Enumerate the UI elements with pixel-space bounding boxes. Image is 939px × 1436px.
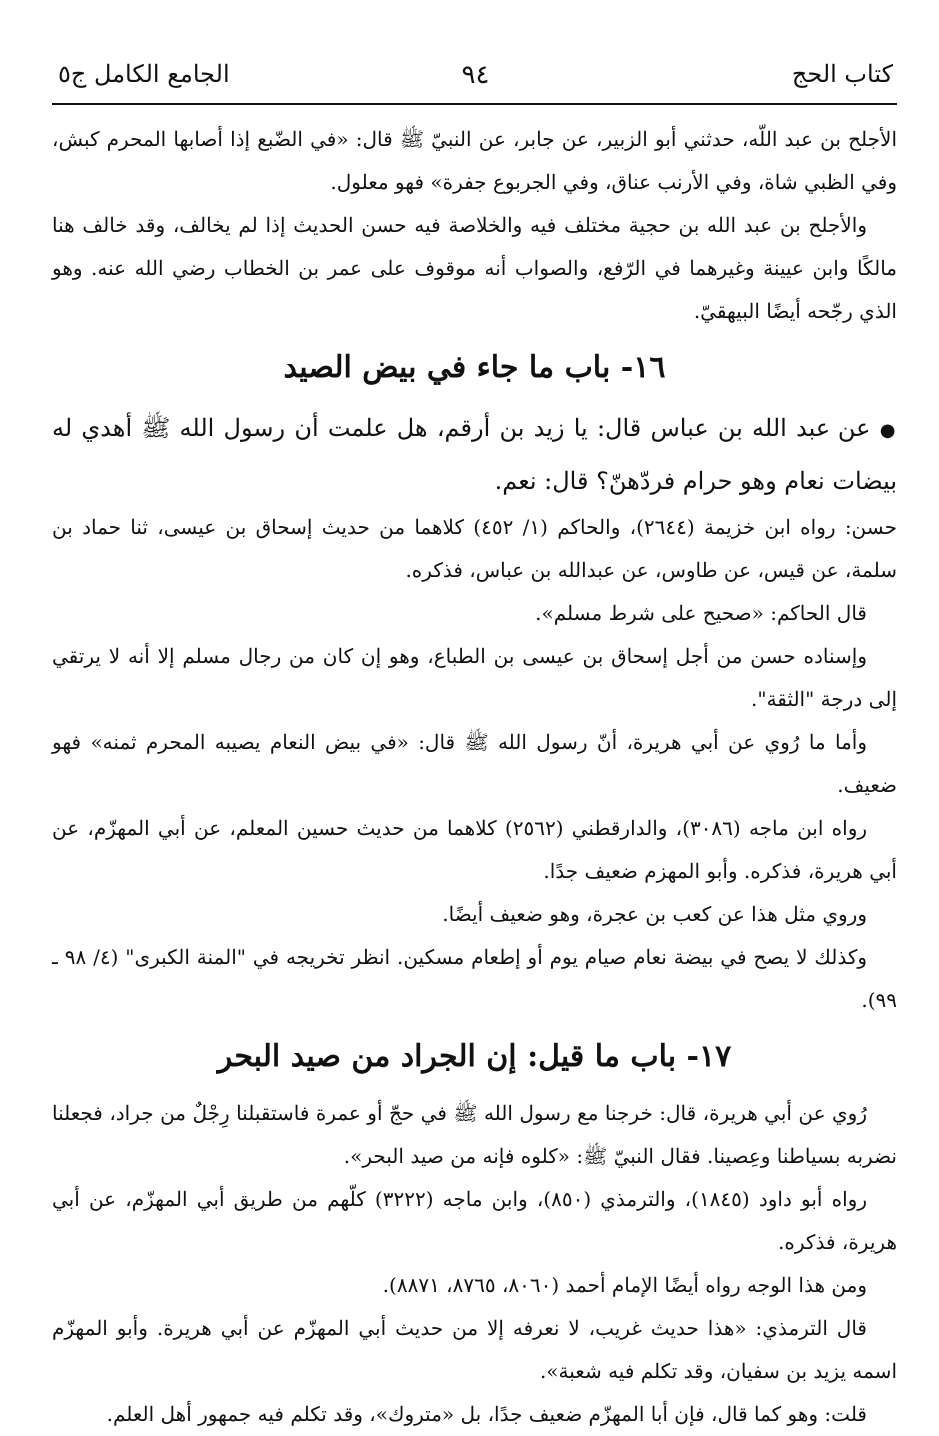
page-header: [58, 52, 893, 96]
section-heading-16: ١٦- باب ما جاء في بيض الصيد: [283, 350, 666, 385]
header-rule: [52, 103, 897, 105]
paragraph: رواه ابن ماجه (٣٠٨٦)، والدارقطني (٢٥٦٢) كلاهما من حديث حسين المعلم، عن أبي المهزّم، عن أبي هريرة، فذكره. وأبو المهزم ضعيف جدًا.: [52, 816, 897, 883]
hadith-body: عن عبد الله بن عباس قال: يا زيد بن أرقم، هل علمت أن رسول الله ﷺ أهدي له بيضات نعام وهو حرام فردّهنّ؟ قال: نعم.: [52, 414, 897, 495]
page-number: ٩٤: [461, 60, 490, 90]
paragraph: ومن هذا الوجه رواه أيضًا الإمام أحمد (٨٠٦٠، ٨٧٦٥، ٨٨٧١).: [382, 1273, 867, 1297]
page-body: [52, 118, 897, 1436]
paragraph: وأما ما رُوي عن أبي هريرة، أنّ رسول الله ﷺ قال: «في بيض النعام يصيبه المحرم ثمنه» فهو ضعيف.: [52, 730, 897, 797]
paragraph: وروي مثل هذا عن كعب بن عجرة، وهو ضعيف أيضًا.: [442, 902, 867, 926]
paragraph: رواه أبو داود (١٨٤٥)، والترمذي (٨٥٠)، وابن ماجه (٣٢٢٢) كلّهم من طريق أبي المهزّم، عن أبي هريرة، فذكره.: [52, 1187, 897, 1254]
paragraph: قال الحاكم: «صحيح على شرط مسلم».: [535, 601, 867, 625]
paragraph: قال الترمذي: «هذا حديث غريب، لا نعرفه إلا من حديث أبي المهزّم عن أبي هريرة. وأبو المهزّم اسمه يزيد بن سفيان، وقد تكلم فيه شعبة».: [52, 1316, 897, 1383]
paragraph: وإسناده حسن من أجل إسحاق بن عيسى بن الطباع، وهو إن كان من رجال مسلم إلا أنه لا يرتقي إلى درجة "الثقة".: [52, 644, 897, 711]
paragraph: رُوي عن أبي هريرة، قال: خرجنا مع رسول الله ﷺ في حجّ أو عمرة فاستقبلنا رِجْلٌ من جراد، فجعلنا نضربه بسياطنا وعِصينا. فقال النبيّ ﷺ: «كلوه فإنه من صيد البحر».: [52, 1101, 897, 1168]
book-title: كتاب الحج: [791, 60, 893, 88]
paragraph: حسن: رواه ابن خزيمة (٢٦٤٤)، والحاكم (١/ ٤٥٢) كلاهما من حديث إسحاق بن عيسى، ثنا حماد بن سلمة، عن قيس، عن طاوس، عن عبدالله بن عباس، فذكره.: [52, 515, 897, 582]
paragraph: قلت: وهو كما قال، فإن أبا المهزّم ضعيف جدًا، بل «متروك»، وقد تكلم فيه جمهور أهل العلم.: [106, 1402, 867, 1426]
section-heading-17: ١٧- باب ما قيل: إن الجراد من صيد البحر: [217, 1039, 732, 1074]
hadith-text: [52, 403, 897, 506]
paragraph: الأجلح بن عبد اللّه، حدثني أبو الزبير، عن جابر، عن النبيّ ﷺ قال: «في الضّبع إذا أصابها المحرم كبش، وفي الظبي شاة، وفي الأرنب عناق، وفي الجربوع جفرة» فهو معلول.: [52, 127, 898, 194]
volume-title: الجامع الكامل ج٥: [58, 60, 230, 88]
paragraph: والأجلح بن عبد الله بن حجية مختلف فيه والخلاصة فيه حسن الحديث إذا لم يخالف، وقد خالف هنا مالكًا وابن عيينة وغيرهما في الرّفع، والصواب أنه موقوف على عمر بن الخطاب رضي الله عنه. وهو الذي رجّحه أيضًا البيهقيّ.: [52, 213, 897, 323]
bullet-icon: ●: [879, 420, 897, 441]
paragraph: وكذلك لا يصح في بيضة نعام صيام يوم أو إطعام مسكين. انظر تخريجه في "المنة الكبرى" (٤/ ٩٨ ـ ٩٩).: [52, 945, 897, 1012]
